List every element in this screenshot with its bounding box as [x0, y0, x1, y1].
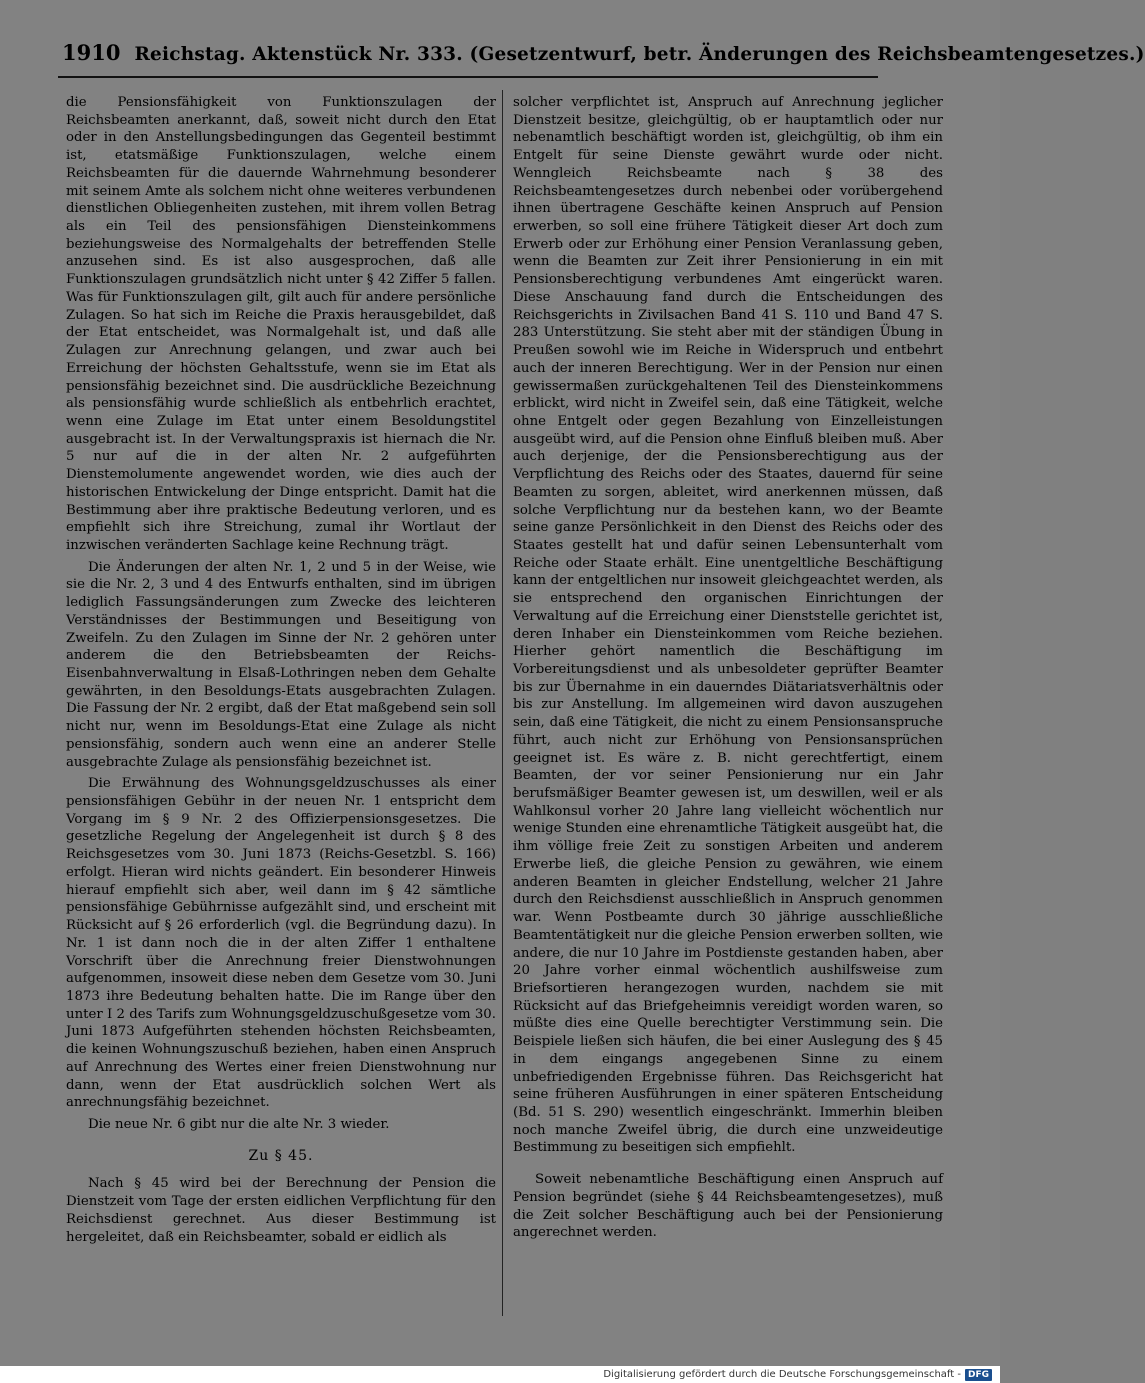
dfg-logo-icon: DFG — [965, 1369, 992, 1381]
header-rule — [58, 76, 878, 78]
column-divider — [502, 90, 503, 1316]
header-title: Reichstag. Aktenstück Nr. 333. (Gesetzentwurf, betr. Änderungen des Reichsbeamtengesetzes.) — [134, 44, 1145, 65]
paragraph: Soweit nebenamtliche Beschäftigung einen Anspruch auf Pension begründet (siehe § 44 Reichsbeamtengesetzes), muß die Zeit solcher Beschäftigung auch bei der Pensionierung angerechnet werden. — [513, 1172, 943, 1241]
left-column — [66, 94, 496, 1246]
section-heading: Zu § 45. — [248, 1147, 314, 1164]
page-header — [62, 40, 1145, 72]
footer-bar — [0, 1366, 1000, 1383]
paragraph: Nach § 45 wird bei der Berechnung der Pension die Dienstzeit vom Tage der ersten eidlichen Verpflichtung für den Reichsdienst gerechnet. Aus dieser Bestimmung ist hergeleitet, daß ein Reichsbeamter, sobald er eidlich als — [66, 1176, 496, 1245]
page-number: 1910 — [62, 40, 121, 65]
paragraph: solcher verpflichtet ist, Anspruch auf Anrechnung jeglicher Dienstzeit besitze, gleichgültig, ob er hauptamtlich oder nur nebenamtlich beschäftigt worden ist, gleichgültig, ob ihm ein Entgelt für seine Dienste gewährt wurde oder nicht. Wenngleich Reichsbeamte nach § 38 des Reichsbeamtengesetzes durch nebenbei oder vorübergehend ihnen übertragene Geschäfte keinen Anspruch auf Pension erwerben, so soll eine frühere Tätigkeit dieser Art doch zum Erwerb oder zur Erhöhung einer Pension Veranlassung geben, wenn die Beamten zur Zeit ihrer Pensionierung in ein mit Pensionsberechtigung verbundenes Amt eingerückt waren. Diese Anschauung fand durch die Entscheidungen des Reichsgerichts in Zivilsachen Band 41 S. 110 und Band 47 S. 283 Unterstützung. Sie steht aber mit der ständigen Übung in Preußen sowohl wie im Reiche in Widerspruch und entbehrt auch der inneren Berechtigung. Wer in der Pension nur einen gewissermaßen zurückgehaltenen Teil des Diensteinkommens erblickt, wird nicht in Zweifel sein, daß eine Tätigkeit, welche ohne Entgelt oder gegen Bezahlung von Einzelleistungen ausgeübt wird, auf die Pension ohne Einfluß bleiben muß. Aber auch derjenige, der die Pensionsberechtigung aus der Verpflichtung des Reichs oder des Staates, dauernd für seine Beamten zu sorgen, ableitet, wird anerkennen müssen, daß solche Verpflichtung nur da bestehen kann, wo der Beamte seine ganze Persönlichkeit in den Dienst des Reichs oder des Staates gestellt hat und dafür seinen Lebensunterhalt vom Reiche oder Staate erhält. Eine unentgeltliche Beschäftigung kann der entgeltlichen nur insoweit gleichgeachtet werden, als sie entsprechend den organischen Einrichtungen der Verwaltung auf die Erreichung einer Dienststelle gerichtet ist, deren Inhaber ein Diensteinkommen vom Reiche beziehen. Hierher gehört namentlich die Beschäftigung im Vorbereitungsdienst und als unbesoldeter geprüfter Beamter bis zur Übernahme in ein dauerndes Diätariatsverhältnis oder bis zur Anstellung. Im allgemeinen wird davon auszugehen sein, daß eine Tätigkeit, die nicht zu einem Pensionsanspruche führt, auch nicht zur Erhöhung von Pensionsansprüchen geeignet ist. Es wäre z. B. nicht gerechtfertigt, einem Beamten, der vor seiner Pensionierung nur ein Jahr berufsmäßiger Beamter gewesen ist, um deswillen, weil er als Wahlkonsul vorher 20 Jahre lang vielleicht wöchentlich nur wenige Stunden eine ehrenamtliche Tätigkeit ausgeübt hat, die ihm völlige freie Zeit zu sonstigen Arbeiten und anderem Erwerbe ließ, die gleiche Pension zu gewähren, wie einem anderen Beamten in gleicher Endstellung, welcher 21 Jahre durch den Reichsdienst ausschließlich in Anspruch genommen war. Wenn Postbeamte durch 30 jährige ausschließliche Beamtentätigkeit nur die gleiche Pension erwerben sollten, wie andere, die nur 10 Jahre im Postdienste gestanden haben, aber 20 Jahre vorher einmal wöchentlich aushilfsweise zum Briefsortieren herangezogen wurden, nachdem sie mit Rücksicht auf das Briefgeheimnis vereidigt worden waren, so müßte dies eine Quelle berechtigter Verstimmung sein. Die Beispiele ließen sich häufen, die bei einer Auslegung des § 45 in dem eingangs angegebenen Sinne zu einem unbefriedigenden Ergebnisse führen. Das Reichsgericht hat seine früheren Ausführungen in einer späteren Entscheidung (Bd. 51 S. 290) wesentlich eingeschränkt. Immerhin bleiben noch manche Zweifel übrig, die durch eine unzweideutige Bestimmung zu beseitigen sich empfiehlt. — [513, 95, 943, 1156]
paragraph: Die neue Nr. 6 gibt nur die alte Nr. 3 wieder. — [88, 1116, 390, 1132]
footer-credit: Digitalisierung gefördert durch die Deutsche Forschungsgemeinschaft - — [603, 1369, 961, 1380]
paragraph: Die Änderungen der alten Nr. 1, 2 und 5 in der Weise, wie sie die Nr. 2, 3 und 4 des Entwurfs enthalten, sind im übrigen lediglich Fassungsänderungen zum Zwecke des leichteren Verständnisses der Bestimmungen und Beseitigung von Zweifeln. Zu den Zulagen im Sinne der Nr. 2 gehören unter anderem die den Betriebsbeamten der Reichs-Eisenbahnverwaltung in Elsaß-Lothringen neben dem Gehalte gewährten, in den Besoldungs-Etats ausgebrachten Zulagen. Die Fassung der Nr. 2 ergibt, daß der Etat maßgebend sein soll nicht nur, wenn im Besoldungs-Etat eine Zulage als nicht pensionsfähig, sondern auch wenn eine an anderer Stelle ausgebrachte Zulage als pensionsfähig bezeichnet ist. — [66, 559, 496, 770]
paragraph: die Pensionsfähigkeit von Funktionszulagen der Reichsbeamten anerkannt, daß, soweit nicht durch den Etat oder in den Anstellungsbedingungen das Gegenteil bestimmt ist, etatsmäßige Funktionszulagen, welche einem Reichsbeamten für die dauernde Wahrnehmung besonderer mit seinem Amte als solchem nicht ohne weiteres verbundenen dienstlichen Obliegenheiten zustehen, mit ihrem vollen Betrag als ein Teil des pensionsfähigen Diensteinkommens beziehungsweise des Normalgehalts der betreffenden Stelle anzusehen sind. Es ist also ausgesprochen, daß alle Funktionszulagen grundsätzlich nicht unter § 42 Ziffer 5 fallen. Was für Funktionszulagen gilt, gilt auch für andere persönliche Zulagen. So hat sich im Reiche die Praxis herausgebildet, daß der Etat entscheidet, was Normalgehalt ist, und daß alle Zulagen zur Anrechnung gelangen, und zwar auch bei Erreichung der höchsten Gehaltsstufe, wenn sie im Etat als pensionsfähig bezeichnet sind. Die ausdrückliche Bezeichnung als pensionsfähig wurde schließlich als entbehrlich erachtet, wenn eine Zulage im Etat unter einem Besoldungstitel ausgebracht ist. In der Verwaltungspraxis ist hiernach die Nr. 5 nur auf die in der alten Nr. 2 aufgeführten Dienstemolumente angewendet worden, wie dies auch der historischen Entwickelung der Dinge entspricht. Damit hat die Bestimmung aber ihre praktische Bedeutung verloren, und es empfiehlt sich ihre Streichung, zumal ihr Wortlaut der inzwischen veränderten Sachlage keine Rechnung trägt. — [66, 95, 496, 553]
right-column — [513, 94, 943, 1242]
paragraph: Die Erwähnung des Wohnungsgeldzuschusses als einer pensionsfähigen Gebühr in der neuen Nr. 1 entspricht dem Vorgang im § 9 Nr. 2 des Offizierpensionsgesetzes. Die gesetzliche Regelung der Angelegenheit ist durch § 8 des Reichsgesetzes vom 30. Juni 1873 (Reichs-Gesetzbl. S. 166) erfolgt. Hieran wird nichts geändert. Ein besonderer Hinweis hierauf empfiehlt sich aber, weil dann im § 42 sämtliche pensionsfähige Gebührnisse aufgezählt sind, und erscheint mit Rücksicht auf § 26 erforderlich (vgl. die Begründung dazu). In Nr. 1 ist dann noch die in der alten Ziffer 1 enthaltene Vorschrift über die Anrechnung freier Dienstwohnungen aufgenommen, insoweit diese neben dem Gesetze vom 30. Juni 1873 ihre Bedeutung behalten hatte. Die im Range über den unter I 2 des Tarifs zum Wohnungsgeldzuschußgesetze vom 30. Juni 1873 Aufgeführten stehenden höchsten Reichsbeamten, die keinen Wohnungszuschuß beziehen, haben einen Anspruch auf Anrechnung des Wertes einer freien Dienstwohnung nur dann, wenn der Etat ausdrücklich solchen Wert als anrechnungsfähig bezeichnet. — [66, 776, 496, 1111]
